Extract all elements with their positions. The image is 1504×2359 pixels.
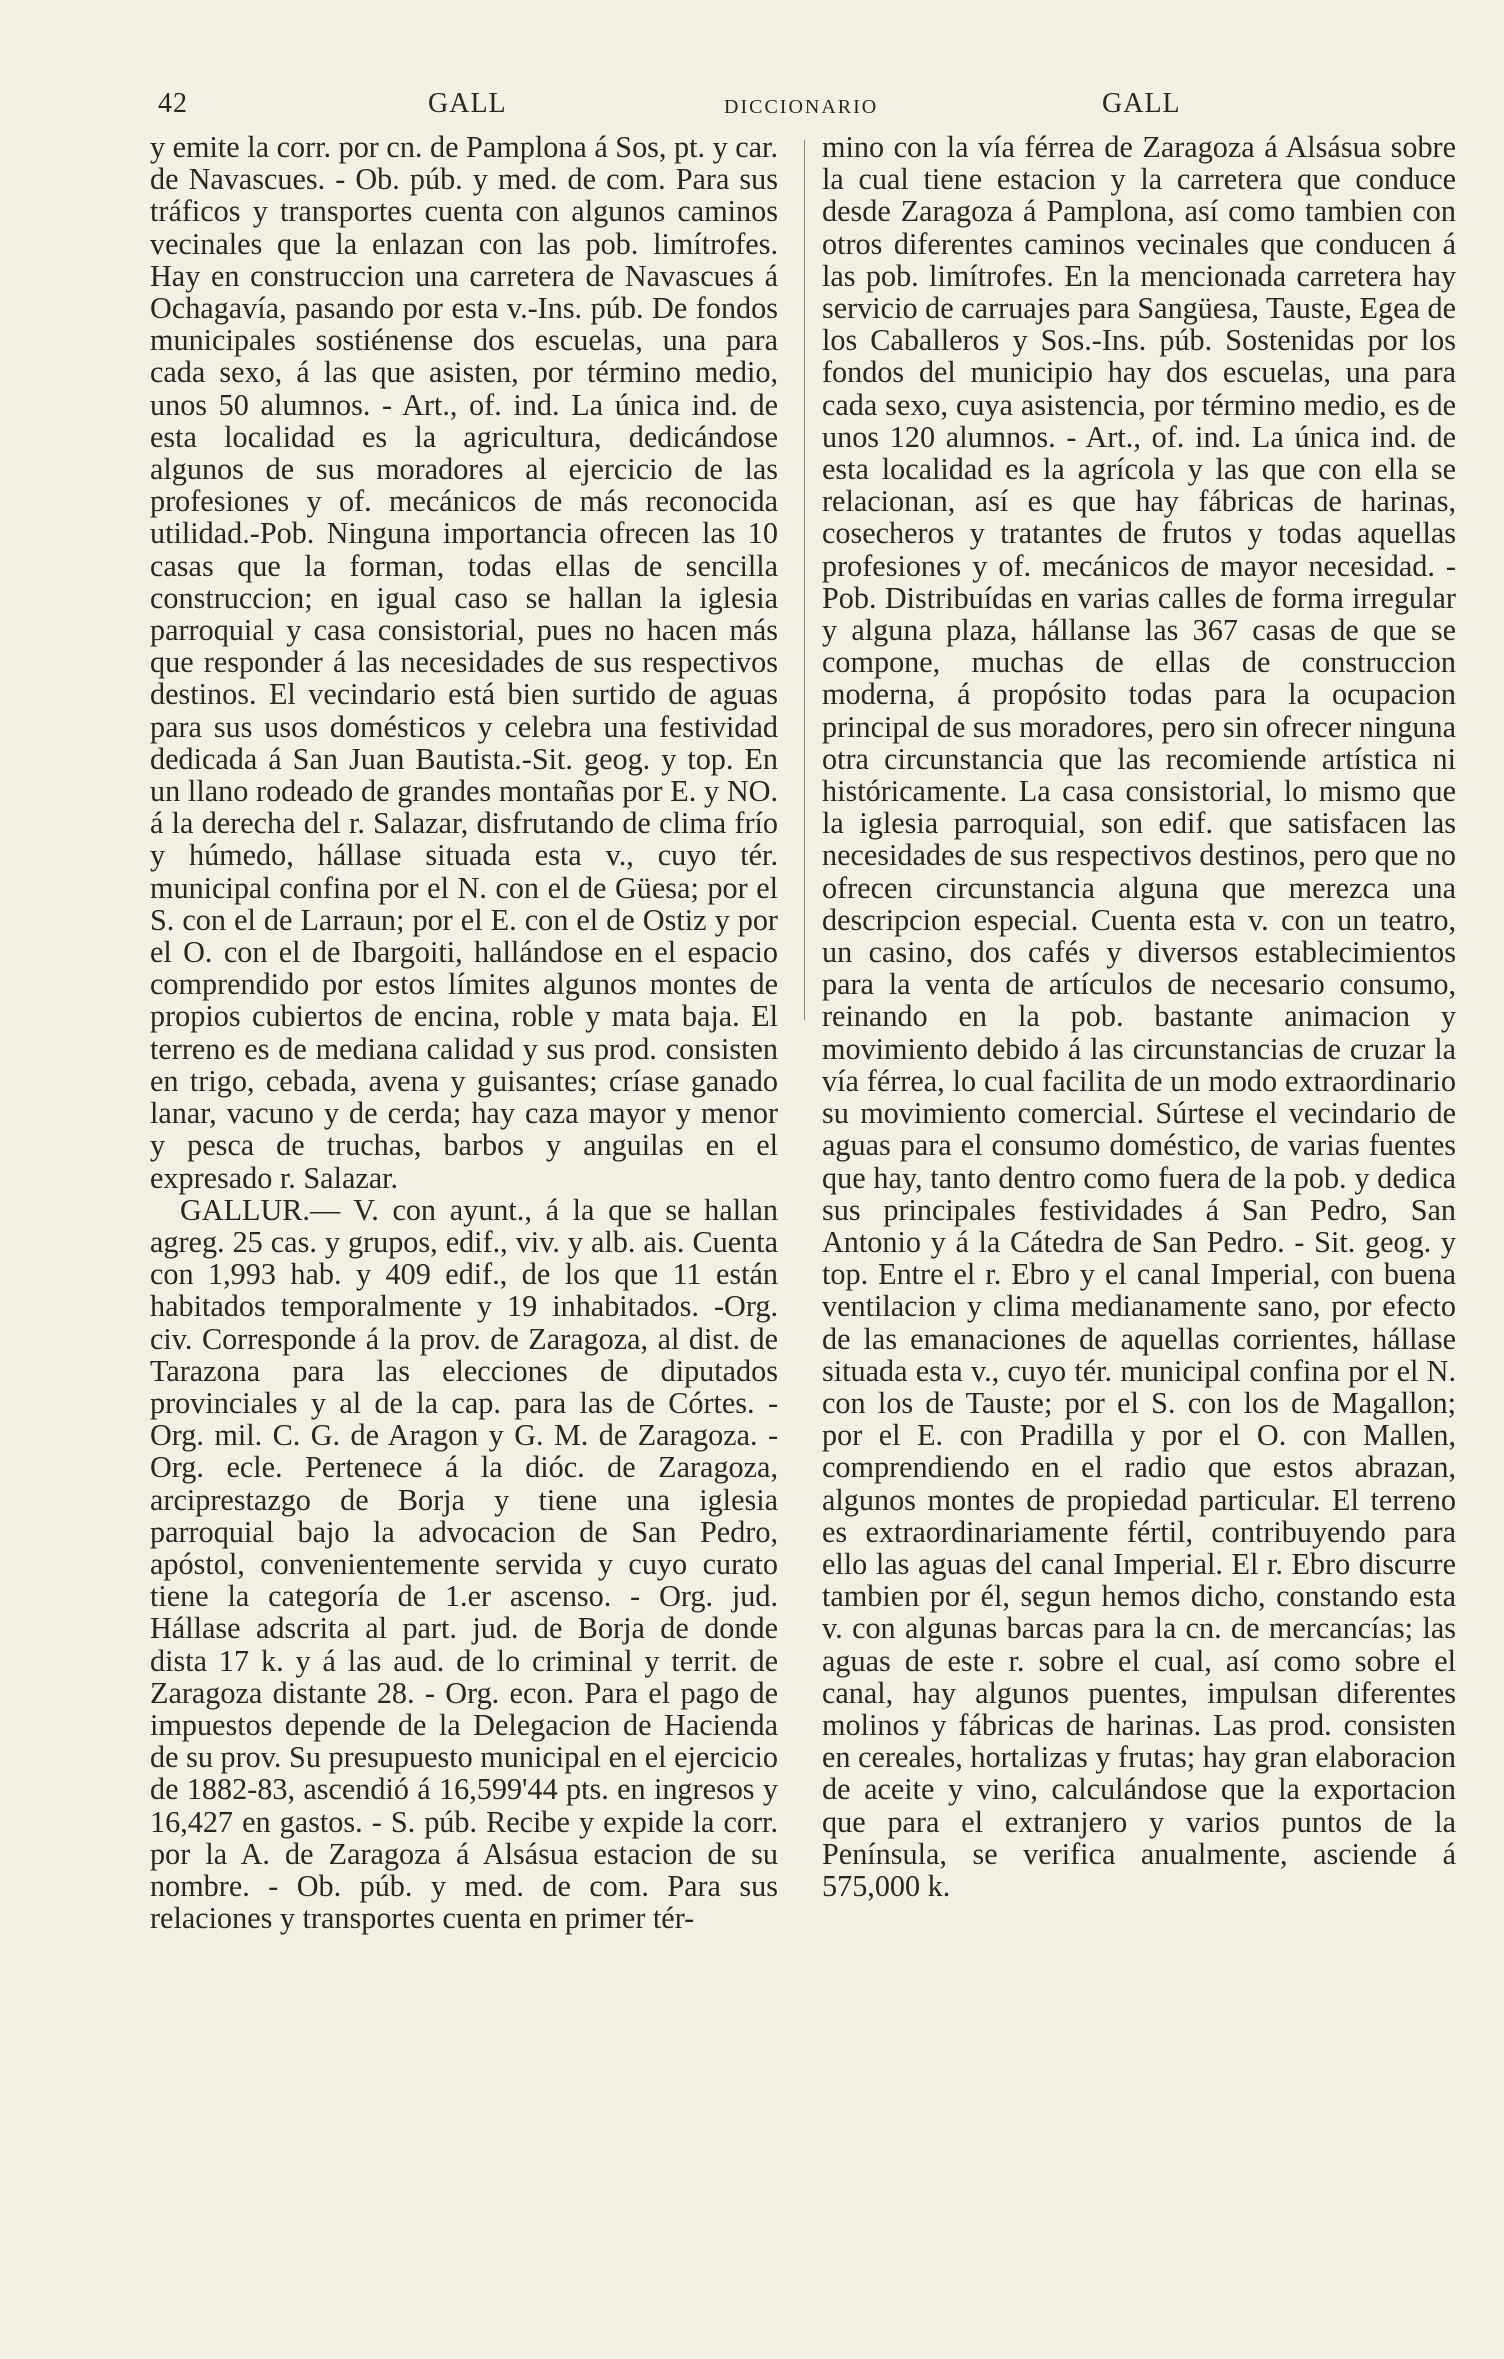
right-column (822, 131, 1456, 1902)
entry-gallur-continuation-paragraph: mino con la vía férrea de Zaragoza á Alsásua sobre la cual tiene estacion y la carretera que conduce desde Zaragoza á Pamplona, así como tambien con otros diferentes caminos vecinales que conducen á las pob. limítrofes. En la mencionada carretera hay servicio de carruajes para Sangüesa, Tauste, Egea de los Caballeros y Sos.-Ins. púb. Sostenidas por los fondos del municipio hay dos escuelas, una para cada sexo, cuya asistencia, por término medio, es de unos 120 alumnos. - Art., of. ind. La única ind. de esta localidad es la agrícola y las que con ella se relacionan, así es que hay fábricas de harinas, cosecheros y tratantes de frutos y todas aquellas profesiones y of. mecánicos de mayor necesidad. -Pob. Distribuídas en varias calles de forma irregular y alguna plaza, hállanse las 367 casas de que se compone, muchas de ellas de construccion moderna, á propósito todas para la ocupacion principal de sus moradores, pero sin ofrecer ninguna otra circunstancia que las recomiende artística ni históricamente. La casa consistorial, lo mismo que la iglesia parroquial, son edif. que satisfacen las necesidades de sus respectivos destinos, pero que no ofrecen circunstancia alguna que merezca una descripcion especial. Cuenta esta v. con un teatro, un casino, dos cafés y diversos establecimientos para la venta de artículos de necesario consumo, reinando en la pob. bastante animacion y movimiento debido á las circunstancias de cruzar la vía férrea, lo cual facilita de un modo extraordinario su movimiento comercial. Súrtese el vecindario de aguas para el consumo doméstico, de varias fuentes que hay, tanto dentro como fuera de la pob. y dedica sus principales festividades á San Pedro, San Antonio y á la Cátedra de San Pedro. - Sit. geog. y top. Entre el r. Ebro y el canal Imperial, con buena ventilacion y clima medianamente sano, por efecto de las emanaciones de aquellas corrientes, hállase situada esta v., cuyo tér. municipal confina por el N. con los de Tauste; por el S. con los de Magallon; por el E. con Pradilla y por el O. con Mallen, comprendiendo en el radio que estos abrazan, algunos montes de propiedad particular. El terreno es extraordinariamente fértil, contribuyendo para ello las aguas del canal Imperial. El r. Ebro discurre tambien por él, segun hemos dicho, constando esta v. con algunas barcas para la cn. de mercancías; las aguas de este r. sobre el cual, así como sobre el canal, hay algunos puentes, impulsan diferentes molinos y fábricas de harinas. Las prod. consisten en cereales, hortalizas y frutas; hay gran elaboracion de aceite y vino, calculándose que la exportacion que para el extranjero y varios puntos de la Península, se verifica anualmente, asciende á 575,000 k. (822, 130, 1456, 1903)
page-header (150, 88, 1190, 128)
left-column (150, 131, 778, 1934)
entry-continuation-paragraph: y emite la corr. por cn. de Pamplona á Sos, pt. y car. de Navascues. - Ob. púb. y med. de com. Para sus tráficos y transportes cuenta con algunos caminos vecinales que la enlazan con las pob. limítrofes. Hay en construccion una carretera de Navascues á Ochagavía, pasando por esta v.-Ins. púb. De fondos municipales sostiénense dos escuelas, una para cada sexo, á las que asisten, por término medio, unos 50 alumnos. - Art., of. ind. La única ind. de esta localidad es la agricultura, dedicándose algunos de sus moradores al ejercicio de las profesiones y of. mecánicos de más reconocida utilidad.-Pob. Ninguna importancia ofrecen las 10 casas que la forman, todas ellas de sencilla construccion; en igual caso se hallan la iglesia parroquial y casa consistorial, pues no hacen más que responder á las necesidades de sus respectivos destinos. El vecindario está bien surtido de aguas para sus usos domésticos y celebra una festividad dedicada á San Juan Bautista.-Sit. geog. y top. En un llano rodeado de grandes montañas por E. y NO. á la derecha del r. Salazar, disfrutando de clima frío y húmedo, hállase situada esta v., cuyo tér. municipal confina por el N. con el de Güesa; por el S. con el de Larraun; por el E. con el de Ostiz y por el O. con el de Ibargoiti, hallándose en el espacio comprendido por estos límites algunos montes de propios cubiertos de encina, roble y mata baja. El terreno es de mediana calidad y sus prod. consisten en trigo, cebada, avena y guisantes; críase ganado lanar, vacuno y de cerda; hay caza mayor y menor y pesca de truchas, barbos y anguilas en el expresado r. Salazar. (150, 130, 778, 1195)
entry-gallur-paragraph: GALLUR.— V. con ayunt., á la que se hallan agreg. 25 cas. y grupos, edif., viv. y alb. ais. Cuenta con 1,993 hab. y 409 edif., de los que 11 están habitados temporalmente y 19 inhabitados. -Org. civ. Corresponde á la prov. de Zaragoza, al dist. de Tarazona para las elecciones de diputados provinciales y al de la cap. para las de Córtes. - Org. mil. C. G. de Aragon y G. M. de Zaragoza. -Org. ecle. Pertenece á la dióc. de Zaragoza, arciprestazgo de Borja y tiene una iglesia parroquial bajo la advocacion de San Pedro, apóstol, convenientemente servida y cuyo curato tiene la categoría de 1.er ascenso. - Org. jud. Hállase adscrita al part. jud. de Borja de donde dista 17 k. y á las aud. de lo criminal y territ. de Zaragoza distante 28. - Org. econ. Para el pago de impuestos depende de la Delegacion de Hacienda de su prov. Su presupuesto municipal en el ejercicio de 1882-83, ascendió á 16,599'44 pts. en ingresos y 16,427 en gastos. - S. púb. Recibe y expide la corr. por la A. de Zaragoza á Alsásua estacion de su nombre. - Ob. púb. y med. de com. Para sus relaciones y transportes cuenta en primer tér- (150, 1192, 778, 1936)
right-running-head: GALL (1102, 88, 1181, 119)
page-number: 42 (158, 88, 188, 119)
column-divider (804, 140, 805, 1020)
left-running-head: GALL (428, 88, 507, 119)
dictionary-title: DICCIONARIO (724, 96, 879, 118)
